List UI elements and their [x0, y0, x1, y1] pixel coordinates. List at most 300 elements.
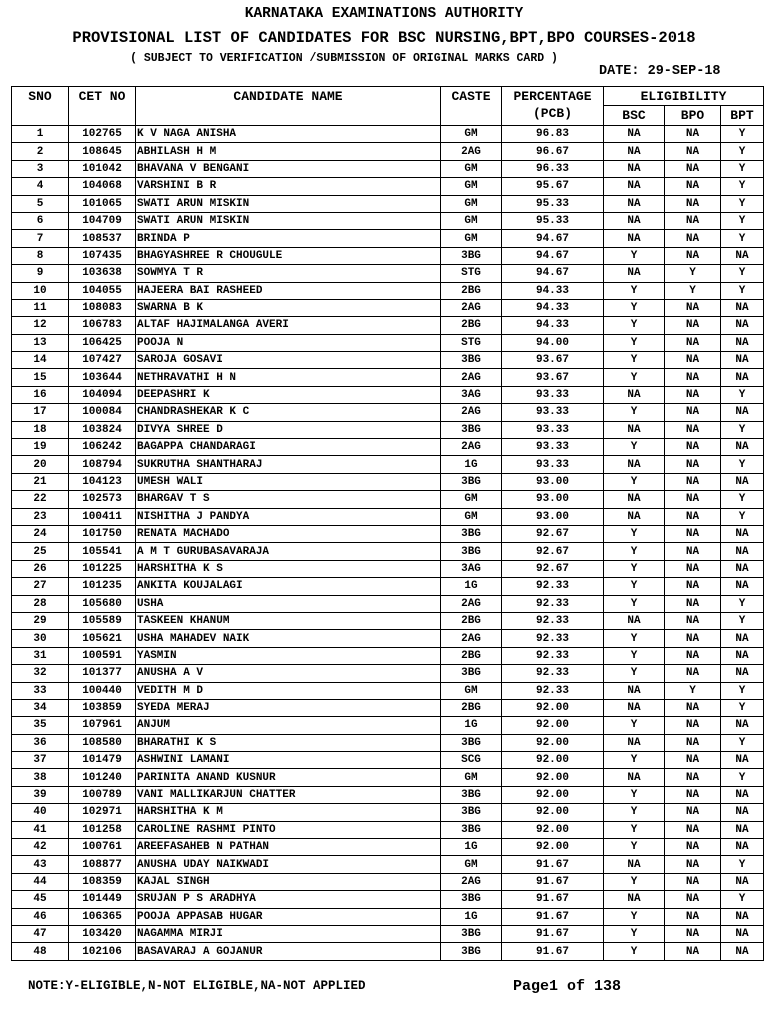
cell-cet-no: 100440 — [69, 682, 136, 699]
cell-candidate-name: VEDITH M D — [136, 682, 441, 699]
cell-bpt: Y — [721, 508, 764, 525]
cell-cet-no: 100789 — [69, 786, 136, 803]
cell-cet-no: 101449 — [69, 891, 136, 908]
cell-bsc: NA — [604, 386, 665, 403]
cell-bpo: Y — [665, 682, 721, 699]
cell-cet-no: 106783 — [69, 317, 136, 334]
cell-bpo: NA — [665, 247, 721, 264]
cell-percentage: 92.33 — [502, 612, 604, 629]
cell-percentage: 93.33 — [502, 404, 604, 421]
cell-bpo: NA — [665, 752, 721, 769]
table-row — [12, 473, 764, 490]
cell-percentage: 92.67 — [502, 543, 604, 560]
cell-sno: 47 — [12, 925, 69, 942]
cell-candidate-name: USHA MAHADEV NAIK — [136, 630, 441, 647]
cell-bpo: NA — [665, 734, 721, 751]
cell-bpt: NA — [721, 543, 764, 560]
cell-cet-no: 107961 — [69, 717, 136, 734]
cell-bpo: NA — [665, 525, 721, 542]
cell-bsc: NA — [604, 265, 665, 282]
cell-caste: 3BG — [441, 891, 502, 908]
cell-cet-no: 104094 — [69, 386, 136, 403]
cell-bsc: Y — [604, 369, 665, 386]
cell-bpt: NA — [721, 334, 764, 351]
cell-candidate-name: A M T GURUBASAVARAJA — [136, 543, 441, 560]
table-row — [12, 595, 764, 612]
cell-bpo: NA — [665, 386, 721, 403]
cell-bsc: NA — [604, 212, 665, 229]
cell-bpt: NA — [721, 404, 764, 421]
cell-bsc: NA — [604, 178, 665, 195]
cell-percentage: 95.67 — [502, 178, 604, 195]
cell-bpo: NA — [665, 665, 721, 682]
cell-bpo: NA — [665, 543, 721, 560]
table-row — [12, 925, 764, 942]
candidates-table — [11, 86, 764, 961]
cell-cet-no: 101225 — [69, 560, 136, 577]
column-header-percentage — [502, 87, 604, 126]
table-row — [12, 891, 764, 908]
cell-bsc: NA — [604, 856, 665, 873]
cell-sno: 17 — [12, 404, 69, 421]
table-row — [12, 752, 764, 769]
table-row — [12, 421, 764, 438]
cell-percentage: 91.67 — [502, 873, 604, 890]
cell-caste: 2AG — [441, 369, 502, 386]
cell-cet-no: 102106 — [69, 943, 136, 960]
cell-bsc: Y — [604, 943, 665, 960]
cell-cet-no: 101377 — [69, 665, 136, 682]
cell-percentage: 92.33 — [502, 647, 604, 664]
table-row — [12, 404, 764, 421]
cell-candidate-name: ANUSHA UDAY NAIKWADI — [136, 856, 441, 873]
cell-sno: 9 — [12, 265, 69, 282]
cell-cet-no: 108580 — [69, 734, 136, 751]
cell-caste: GM — [441, 508, 502, 525]
cell-sno: 27 — [12, 578, 69, 595]
cell-percentage: 92.00 — [502, 699, 604, 716]
cell-sno: 3 — [12, 160, 69, 177]
table-row — [12, 195, 764, 212]
cell-caste: 3BG — [441, 352, 502, 369]
cell-caste: 2BG — [441, 282, 502, 299]
table-row — [12, 769, 764, 786]
cell-candidate-name: PARINITA ANAND KUSNUR — [136, 769, 441, 786]
cell-bpo: NA — [665, 647, 721, 664]
cell-bsc: NA — [604, 508, 665, 525]
table-row — [12, 282, 764, 299]
cell-sno: 38 — [12, 769, 69, 786]
cell-bpt: NA — [721, 786, 764, 803]
cell-caste: 3BG — [441, 734, 502, 751]
cell-sno: 14 — [12, 352, 69, 369]
cell-bpo: NA — [665, 230, 721, 247]
cell-bpt: NA — [721, 717, 764, 734]
cell-sno: 36 — [12, 734, 69, 751]
table-row — [12, 126, 764, 143]
cell-cet-no: 103644 — [69, 369, 136, 386]
cell-cet-no: 107427 — [69, 352, 136, 369]
cell-bpt: Y — [721, 491, 764, 508]
document-subtitle: PROVISIONAL LIST OF CANDIDATES FOR BSC NURSING,BPT,BPO COURSES-2018 — [72, 29, 696, 47]
cell-percentage: 93.00 — [502, 491, 604, 508]
cell-bpo: NA — [665, 143, 721, 160]
document-date: DATE: 29-SEP-18 — [599, 64, 721, 79]
cell-bpo: NA — [665, 491, 721, 508]
cell-candidate-name: ALTAF HAJIMALANGA AVERI — [136, 317, 441, 334]
cell-sno: 42 — [12, 839, 69, 856]
column-header-cet-no: CET NO — [69, 87, 136, 126]
table-row — [12, 665, 764, 682]
cell-percentage: 93.00 — [502, 508, 604, 525]
cell-sno: 48 — [12, 943, 69, 960]
cell-bpo: NA — [665, 839, 721, 856]
cell-bpt: Y — [721, 612, 764, 629]
cell-bpo: Y — [665, 265, 721, 282]
cell-sno: 2 — [12, 143, 69, 160]
cell-sno: 26 — [12, 560, 69, 577]
cell-caste: SCG — [441, 752, 502, 769]
cell-cet-no: 108359 — [69, 873, 136, 890]
cell-caste: 3BG — [441, 943, 502, 960]
cell-sno: 33 — [12, 682, 69, 699]
cell-sno: 23 — [12, 508, 69, 525]
cell-bsc: NA — [604, 230, 665, 247]
cell-percentage: 95.33 — [502, 212, 604, 229]
cell-cet-no: 103638 — [69, 265, 136, 282]
cell-percentage: 95.33 — [502, 195, 604, 212]
cell-bpt: NA — [721, 804, 764, 821]
cell-bpt: NA — [721, 925, 764, 942]
cell-caste: 1G — [441, 908, 502, 925]
cell-percentage: 92.33 — [502, 578, 604, 595]
cell-cet-no: 105541 — [69, 543, 136, 560]
cell-bsc: NA — [604, 612, 665, 629]
table-row — [12, 439, 764, 456]
cell-sno: 43 — [12, 856, 69, 873]
cell-percentage: 92.00 — [502, 839, 604, 856]
table-row — [12, 839, 764, 856]
cell-candidate-name: NETHRAVATHI H N — [136, 369, 441, 386]
cell-percentage: 94.33 — [502, 299, 604, 316]
cell-bpo: NA — [665, 769, 721, 786]
cell-bpo: NA — [665, 439, 721, 456]
cell-bpo: NA — [665, 334, 721, 351]
cell-bpt: NA — [721, 630, 764, 647]
cell-cet-no: 101750 — [69, 525, 136, 542]
table-row — [12, 734, 764, 751]
cell-sno: 41 — [12, 821, 69, 838]
cell-bpo: NA — [665, 560, 721, 577]
column-header-bsc: BSC — [604, 106, 665, 126]
cell-bpt: NA — [721, 578, 764, 595]
cell-sno: 19 — [12, 439, 69, 456]
table-row — [12, 856, 764, 873]
cell-bsc: Y — [604, 543, 665, 560]
cell-sno: 16 — [12, 386, 69, 403]
table-row — [12, 230, 764, 247]
cell-candidate-name: DIVYA SHREE D — [136, 421, 441, 438]
cell-percentage: 91.67 — [502, 908, 604, 925]
cell-bsc: NA — [604, 456, 665, 473]
cell-bpt: NA — [721, 665, 764, 682]
cell-bpt: Y — [721, 143, 764, 160]
cell-caste: 2BG — [441, 647, 502, 664]
cell-candidate-name: TASKEEN KHANUM — [136, 612, 441, 629]
column-header-eligibility: ELIGIBILITY — [604, 87, 764, 106]
cell-caste: 3BG — [441, 525, 502, 542]
cell-bsc: Y — [604, 439, 665, 456]
cell-bpt: NA — [721, 752, 764, 769]
cell-percentage: 94.33 — [502, 282, 604, 299]
cell-candidate-name: SAROJA GOSAVI — [136, 352, 441, 369]
cell-bsc: Y — [604, 804, 665, 821]
cell-cet-no: 103420 — [69, 925, 136, 942]
cell-candidate-name: VARSHINI B R — [136, 178, 441, 195]
cell-bpo: Y — [665, 282, 721, 299]
cell-percentage: 94.33 — [502, 317, 604, 334]
cell-percentage: 91.67 — [502, 943, 604, 960]
table-row — [12, 682, 764, 699]
percentage-label: PERCENTAGE — [513, 89, 592, 104]
cell-caste: 1G — [441, 839, 502, 856]
cell-bsc: NA — [604, 126, 665, 143]
cell-bpo: NA — [665, 891, 721, 908]
cell-bsc: NA — [604, 143, 665, 160]
cell-bsc: NA — [604, 160, 665, 177]
cell-cet-no: 101235 — [69, 578, 136, 595]
cell-bpo: NA — [665, 404, 721, 421]
cell-bsc: Y — [604, 821, 665, 838]
cell-caste: GM — [441, 212, 502, 229]
cell-bpo: NA — [665, 821, 721, 838]
document-title: KARNATAKA EXAMINATIONS AUTHORITY — [244, 6, 524, 22]
cell-candidate-name: ANKITA KOUJALAGI — [136, 578, 441, 595]
column-header-bpt: BPT — [721, 106, 764, 126]
cell-bpt: Y — [721, 265, 764, 282]
cell-bpo: NA — [665, 126, 721, 143]
cell-cet-no: 102573 — [69, 491, 136, 508]
cell-cet-no: 100591 — [69, 647, 136, 664]
cell-cet-no: 104123 — [69, 473, 136, 490]
cell-percentage: 92.00 — [502, 786, 604, 803]
cell-percentage: 96.33 — [502, 160, 604, 177]
cell-sno: 10 — [12, 282, 69, 299]
table-row — [12, 456, 764, 473]
cell-caste: 1G — [441, 717, 502, 734]
cell-caste: 3BG — [441, 786, 502, 803]
cell-bpt: Y — [721, 682, 764, 699]
cell-cet-no: 108537 — [69, 230, 136, 247]
cell-cet-no: 105621 — [69, 630, 136, 647]
cell-sno: 12 — [12, 317, 69, 334]
cell-bpo: NA — [665, 160, 721, 177]
cell-caste: 3AG — [441, 560, 502, 577]
cell-bpo: NA — [665, 473, 721, 490]
cell-bsc: Y — [604, 752, 665, 769]
table-row — [12, 212, 764, 229]
cell-sno: 21 — [12, 473, 69, 490]
cell-sno: 35 — [12, 717, 69, 734]
cell-candidate-name: SUKRUTHA SHANTHARAJ — [136, 456, 441, 473]
cell-candidate-name: CHANDRASHEKAR K C — [136, 404, 441, 421]
cell-candidate-name: UMESH WALI — [136, 473, 441, 490]
cell-bpo: NA — [665, 178, 721, 195]
cell-sno: 46 — [12, 908, 69, 925]
pcb-label: (PCB) — [532, 106, 572, 121]
cell-bpt: Y — [721, 386, 764, 403]
cell-bpo: NA — [665, 508, 721, 525]
cell-bsc: Y — [604, 717, 665, 734]
cell-bpo: NA — [665, 717, 721, 734]
cell-cet-no: 102971 — [69, 804, 136, 821]
cell-bpt: NA — [721, 821, 764, 838]
table-row — [12, 699, 764, 716]
cell-bpt: Y — [721, 178, 764, 195]
table-row — [12, 369, 764, 386]
cell-bsc: Y — [604, 578, 665, 595]
table-row — [12, 265, 764, 282]
cell-candidate-name: CAROLINE RASHMI PINTO — [136, 821, 441, 838]
cell-cet-no: 104055 — [69, 282, 136, 299]
cell-bpt: NA — [721, 943, 764, 960]
cell-candidate-name: HAJEERA BAI RASHEED — [136, 282, 441, 299]
cell-percentage: 96.67 — [502, 143, 604, 160]
cell-bpt: NA — [721, 439, 764, 456]
cell-bsc: Y — [604, 908, 665, 925]
cell-candidate-name: SWATI ARUN MISKIN — [136, 212, 441, 229]
cell-cet-no: 107435 — [69, 247, 136, 264]
table-row — [12, 543, 764, 560]
cell-caste: GM — [441, 178, 502, 195]
cell-bpt: Y — [721, 891, 764, 908]
cell-bpt: NA — [721, 352, 764, 369]
cell-bpt: Y — [721, 212, 764, 229]
cell-bsc: Y — [604, 925, 665, 942]
cell-bpt: NA — [721, 473, 764, 490]
cell-sno: 15 — [12, 369, 69, 386]
cell-cet-no: 108083 — [69, 299, 136, 316]
cell-candidate-name: BHARATHI K S — [136, 734, 441, 751]
cell-bpt: NA — [721, 317, 764, 334]
cell-caste: 2AG — [441, 299, 502, 316]
table-row — [12, 386, 764, 403]
cell-bpt: NA — [721, 560, 764, 577]
cell-bpo: NA — [665, 299, 721, 316]
cell-caste: 2AG — [441, 404, 502, 421]
cell-bsc: Y — [604, 647, 665, 664]
cell-caste: STG — [441, 334, 502, 351]
cell-sno: 1 — [12, 126, 69, 143]
cell-sno: 37 — [12, 752, 69, 769]
cell-cet-no: 100761 — [69, 839, 136, 856]
cell-candidate-name: HARSHITHA K S — [136, 560, 441, 577]
cell-candidate-name: BHARGAV T S — [136, 491, 441, 508]
table-row — [12, 491, 764, 508]
cell-sno: 31 — [12, 647, 69, 664]
cell-sno: 6 — [12, 212, 69, 229]
cell-bpo: NA — [665, 421, 721, 438]
cell-bsc: NA — [604, 491, 665, 508]
cell-bsc: NA — [604, 769, 665, 786]
cell-caste: 3BG — [441, 421, 502, 438]
cell-candidate-name: AREEFASAHEB N PATHAN — [136, 839, 441, 856]
cell-sno: 24 — [12, 525, 69, 542]
table-row — [12, 317, 764, 334]
table-row — [12, 143, 764, 160]
table-row — [12, 786, 764, 803]
column-header-caste: CASTE — [441, 87, 502, 126]
cell-cet-no: 103859 — [69, 699, 136, 716]
cell-sno: 5 — [12, 195, 69, 212]
cell-percentage: 94.67 — [502, 230, 604, 247]
cell-candidate-name: POOJA N — [136, 334, 441, 351]
cell-cet-no: 106242 — [69, 439, 136, 456]
cell-candidate-name: USHA — [136, 595, 441, 612]
cell-bsc: NA — [604, 421, 665, 438]
cell-candidate-name: K V NAGA ANISHA — [136, 126, 441, 143]
cell-candidate-name: DEEPASHRI K — [136, 386, 441, 403]
cell-bpo: NA — [665, 786, 721, 803]
cell-candidate-name: HARSHITHA K M — [136, 804, 441, 821]
column-header-bpo: BPO — [665, 106, 721, 126]
cell-bpo: NA — [665, 873, 721, 890]
cell-bsc: Y — [604, 247, 665, 264]
cell-bsc: Y — [604, 630, 665, 647]
cell-bsc: NA — [604, 891, 665, 908]
cell-caste: 2AG — [441, 873, 502, 890]
cell-candidate-name: NISHITHA J PANDYA — [136, 508, 441, 525]
table-row — [12, 560, 764, 577]
cell-cet-no: 100084 — [69, 404, 136, 421]
cell-percentage: 91.67 — [502, 856, 604, 873]
cell-bpt: NA — [721, 525, 764, 542]
cell-bsc: Y — [604, 299, 665, 316]
table-row — [12, 873, 764, 890]
cell-candidate-name: YASMIN — [136, 647, 441, 664]
cell-percentage: 92.00 — [502, 821, 604, 838]
cell-cet-no: 101065 — [69, 195, 136, 212]
table-row — [12, 908, 764, 925]
cell-bsc: Y — [604, 839, 665, 856]
verification-note: ( SUBJECT TO VERIFICATION /SUBMISSION OF ORIGINAL MARKS CARD ) — [130, 52, 558, 65]
cell-percentage: 92.00 — [502, 804, 604, 821]
cell-percentage: 94.00 — [502, 334, 604, 351]
cell-candidate-name: ABHILASH H M — [136, 143, 441, 160]
cell-candidate-name: SYEDA MERAJ — [136, 699, 441, 716]
cell-bpo: NA — [665, 804, 721, 821]
cell-bsc: Y — [604, 473, 665, 490]
cell-cet-no: 101240 — [69, 769, 136, 786]
cell-candidate-name: NAGAMMA MIRJI — [136, 925, 441, 942]
cell-cet-no: 108877 — [69, 856, 136, 873]
cell-candidate-name: SOWMYA T R — [136, 265, 441, 282]
cell-caste: GM — [441, 126, 502, 143]
cell-bpt: NA — [721, 369, 764, 386]
cell-cet-no: 101042 — [69, 160, 136, 177]
cell-cet-no: 101479 — [69, 752, 136, 769]
cell-cet-no: 103824 — [69, 421, 136, 438]
cell-cet-no: 102765 — [69, 126, 136, 143]
cell-caste: 2BG — [441, 317, 502, 334]
cell-bsc: Y — [604, 282, 665, 299]
cell-candidate-name: SWARNA B K — [136, 299, 441, 316]
cell-bpt: Y — [721, 595, 764, 612]
page-number: Page1 of 138 — [513, 978, 622, 995]
table-row — [12, 578, 764, 595]
cell-candidate-name: ASHWINI LAMANI — [136, 752, 441, 769]
cell-caste: GM — [441, 195, 502, 212]
